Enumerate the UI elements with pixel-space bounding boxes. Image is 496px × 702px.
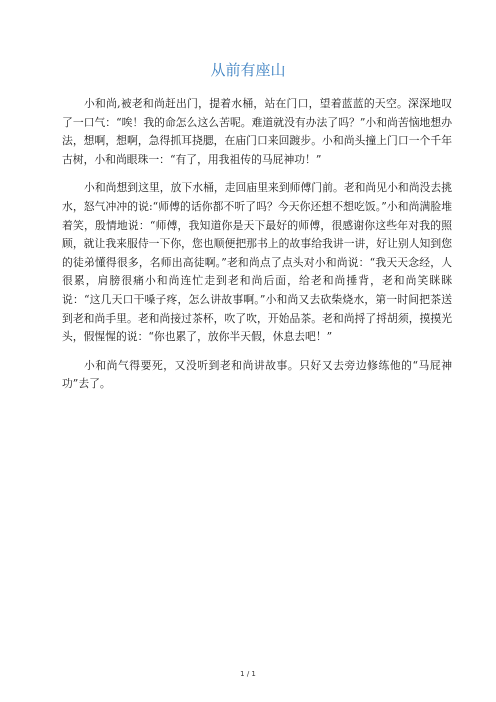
document-body [62,95,452,404]
paragraph-2: 小和尚想到这里，放下水桶，走回庙里来到师傅门前。老和尚见小和尚没去挑水，怒气冲冲的说:“师傅的话你都不听了吗？今天你还想不想吃饭。”小和尚满脸堆着笑，殷情地说：“师傅，我知道你是天下最好的师傅，很感谢你这些年对我的照顾，就让我来服侍一下你，您也顺便把那书上的故事给我讲一讲，好让别人知到您的徒弟懂得很多，名师出高徒啊。”老和尚点了点头对小和尚说：“我天天念经，人很累，肩膀很痛小和尚连忙走到老和尚后面，给老和尚捶背，老和尚笑眯眯说：“这几天口干嗓子疼，怎么讲故事啊。”小和尚又去砍柴烧水，第一时间把茶送到老和尚手里。老和尚接过茶杯，吹了吹，开始品茶。老和尚捋了捋胡须，摸摸光头，假惺惺的说：“你也累了，放你半天假，休息去吧！” [62,181,452,344]
paragraph-1: 小和尚,被老和尚赶出门，提着水桶，站在门口，望着蓝蓝的天空。深深地叹了一口气：“唉！我的命怎么这么苦呢。难道就没有办法了吗？”小和尚苦恼地想办法，想啊，想啊，急得抓耳挠腮，在庙门口来回踱步。小和尚头撞上门口一个千年古树，小和尚眼珠一：“有了，用我祖传的马屁神功！” [62,97,452,166]
paragraph-3: 小和尚气得要死，又没听到老和尚讲故事。只好又去旁边修练他的“马屁神功”去了。 [62,358,452,391]
page-number: 1 / 1 [240,670,256,678]
page-title: 从前有座山 [210,61,286,79]
